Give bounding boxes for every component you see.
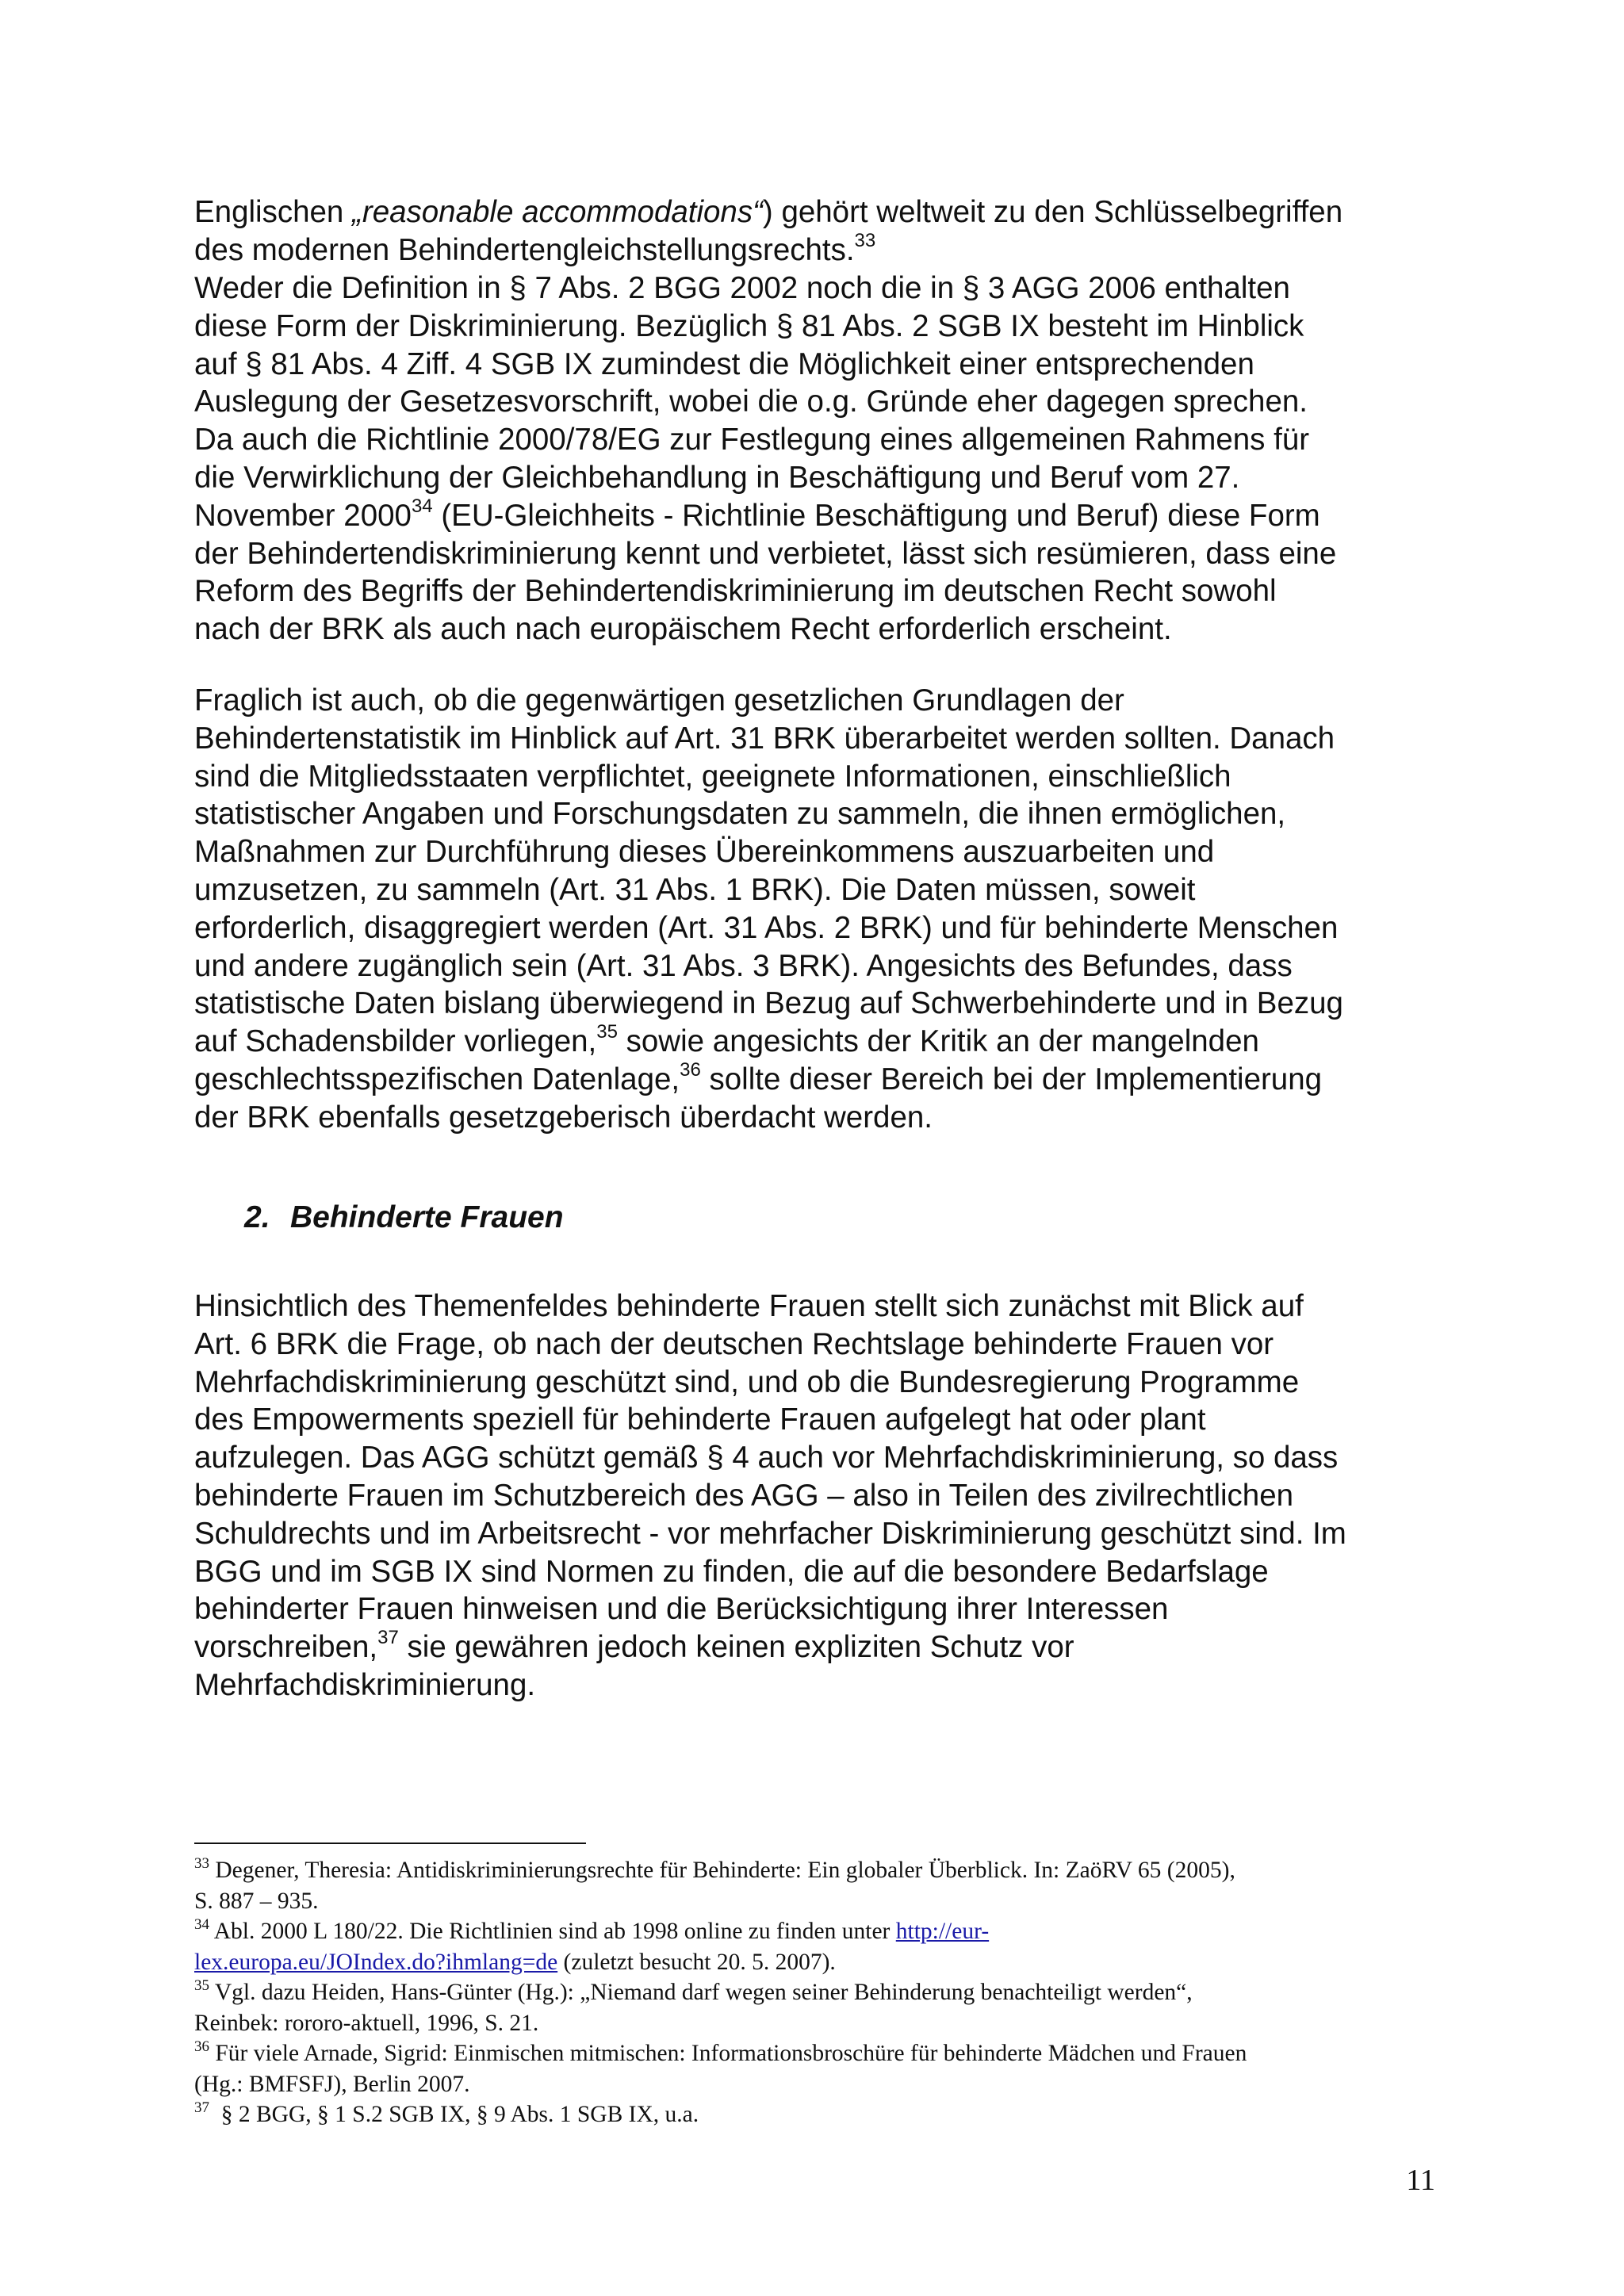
footnote-34-cont: lex.europa.eu/JOIndex.do?ihmlang=de (zuletzt besucht 20. 5. 2007). (194, 1949, 836, 1975)
footnote-35: $^{35}$ Vgl. dazu Heiden, Hans-Günter (Hg.): „Niemand darf wegen seiner Behinderung benachteiligt werden“, (194, 1977, 1193, 2005)
paragraph-1 (194, 193, 1447, 270)
section-title: Behinderte Frauen (290, 1200, 564, 1234)
paragraph-4-line: aufzulegen. Das AGG schützt gemäß § 4 auch vor Mehrfachdiskriminierung, so dass (194, 1441, 1339, 1475)
paragraph-4-line: Hinsichtlich des Themenfeldes behinderte Frauen stellt sich zunächst mit Blick auf (194, 1289, 1304, 1323)
paragraph-3-line: Behindertenstatistik im Hinblick auf Art. 31 BRK überarbeitet werden sollten. Danach (194, 721, 1335, 756)
paragraph-4-line: Schuldrechts und im Arbeitsrecht - vor mehrfacher Diskriminierung geschützt sind. Im (194, 1516, 1346, 1551)
paragraph-4 (194, 1288, 1447, 1705)
paragraph-3-line: umzusetzen, zu sammeln (Art. 31 Abs. 1 BRK). Die Daten müssen, soweit (194, 872, 1196, 907)
paragraph-2-line: der Behindertendiskriminierung kennt und verbietet, lässt sich resümieren, dass eine (194, 536, 1337, 571)
paragraph-4-line: Mehrfachdiskriminierung geschützt sind, und ob die Bundesregierung Programme (194, 1364, 1300, 1399)
reasonable-accommodations-term: „reasonable accommodations“ (352, 195, 763, 229)
section-heading (244, 1200, 564, 1235)
paragraph-4-line: BGG und im SGB IX sind Normen zu finden, die auf die besondere Bedarfslage (194, 1554, 1269, 1589)
footnote-37: $^{37}$ § 2 BGG, § 1 S.2 SGB IX, § 9 Abs. 1 SGB IX, u.a. (194, 2099, 699, 2127)
paragraph-2-line: Auslegung der Gesetzesvorschrift, wobei die o.g. Gründe eher dagegen sprechen. (194, 385, 1308, 419)
paragraph-3-line: statistische Daten bislang überwiegend in Bezug auf Schwerbehinderte und in Bezug (194, 986, 1343, 1021)
footnote-33: $^{33}$ Degener, Theresia: Antidiskriminierungsrechte für Behinderte: Ein globaler Überblick. In: ZaöRV 65 (2005), (194, 1855, 1235, 1883)
paragraph-2-line: nach der BRK als auch nach europäischem Recht erforderlich erscheint. (194, 612, 1172, 647)
footnote-separator (194, 1843, 586, 1844)
paragraph-3-line: der BRK ebenfalls gesetzgeberisch überdacht werden. (194, 1100, 933, 1135)
footnote-ref-37[interactable]: 37 (377, 1627, 399, 1649)
footnote-36-cont: (Hg.: BMFSFJ), Berlin 2007. (194, 2071, 470, 2097)
paragraph-3-line: Fraglich ist auch, ob die gegenwärtigen gesetzlichen Grundlagen der (194, 683, 1124, 718)
paragraph-2 (194, 270, 1447, 649)
paragraph-4-line: behinderter Frauen hinweisen und die Berücksichtigung ihrer Interessen (194, 1592, 1169, 1627)
section-number: 2. (244, 1200, 270, 1234)
footnote-34: $^{34}$ Abl. 2000 L 180/22. Die Richtlinien sind ab 1998 online zu finden unter http://eur- (194, 1916, 990, 1944)
paragraph-3-line: und andere zugänglich sein (Art. 31 Abs. 3 BRK). Angesichts des Befundes, dass (194, 948, 1293, 983)
paragraph-2-line: die Verwirklichung der Gleichbehandlung in Beschäftigung und Beruf vom 27. (194, 460, 1240, 495)
paragraph-2-line: diese Form der Diskriminierung. Bezüglich § 81 Abs. 2 SGB IX besteht im Hinblick (194, 308, 1304, 343)
paragraph-2-line: Da auch die Richtlinie 2000/78/EG zur Festlegung eines allgemeinen Rahmens für (194, 423, 1310, 457)
footnotes (194, 1855, 1447, 2130)
paragraph-2-line: November 2000$^{34}$ (EU-Gleichheits - Richtlinie Beschäftigung und Beruf) diese Form (194, 495, 1320, 533)
footnote-33-cont: S. 887 – 935. (194, 1888, 319, 1914)
paragraph-3-line: erforderlich, disaggregiert werden (Art. 31 Abs. 2 BRK) und für behinderte Menschen (194, 910, 1339, 945)
paragraph-3-line: auf Schadensbilder vorliegen,$^{35}$ sowie angesichts der Kritik an der mangelnden (194, 1021, 1259, 1059)
footnote-ref-34[interactable]: 34 (411, 495, 433, 517)
paragraph-2-line: Reform des Begriffs der Behindertendiskriminierung im deutschen Recht sowohl (194, 574, 1277, 609)
footnote-35-cont: Reinbek: rororo-aktuell, 1996, S. 21. (194, 2010, 539, 2036)
paragraph-3-line: sind die Mitgliedsstaaten verpflichtet, geeignete Informationen, einschließlich (194, 759, 1231, 794)
paragraph-3-line: Maßnahmen zur Durchführung dieses Übereinkommens auszuarbeiten und (194, 835, 1215, 870)
paragraph-4-line: Art. 6 BRK die Frage, ob nach der deutschen Rechtslage behinderte Frauen vor (194, 1326, 1274, 1361)
paragraph-3 (194, 682, 1447, 1137)
eur-lex-link[interactable]: http://eur- (895, 1919, 990, 1944)
paragraph-4-line: vorschreiben,$^{37}$ sie gewähren jedoch keinen expliziten Schutz vor (194, 1627, 1074, 1665)
paragraph-4-line: behinderte Frauen im Schutzbereich des AGG – also in Teilen des zivilrechtlichen (194, 1478, 1294, 1513)
page-number: 11 (1406, 2164, 1435, 2197)
paragraph-3-line: geschlechtsspezifischen Datenlage,$^{36}$ sollte dieser Bereich bei der Implementierung (194, 1058, 1323, 1096)
footnote-ref-33[interactable]: 33 (854, 229, 876, 251)
footnote-ref-35[interactable]: 35 (596, 1021, 618, 1043)
paragraph-2-line: auf § 81 Abs. 4 Ziff. 4 SGB IX zumindest die Möglichkeit einer entsprechenden (194, 346, 1254, 381)
footnote-ref-36[interactable]: 36 (680, 1058, 701, 1081)
paragraph-4-line: Mehrfachdiskriminierung. (194, 1667, 536, 1702)
paragraph-3-line: statistischer Angaben und Forschungsdaten zu sammeln, die ihnen ermöglichen, (194, 797, 1286, 832)
paragraph-1-line: des modernen Behindertengleichstellungsrechts.$^{33}$ (194, 229, 876, 267)
eur-lex-link-cont[interactable]: lex.europa.eu/JOIndex.do?ihmlang=de (194, 1949, 558, 1975)
paragraph-2-line: Weder die Definition in § 7 Abs. 2 BGG 2002 noch die in § 3 AGG 2006 enthalten (194, 271, 1290, 305)
paragraph-1-line: Englischen „reasonable accommodations“) gehört weltweit zu den Schlüsselbegriffen (194, 195, 1343, 229)
footnote-36: $^{36}$ Für viele Arnade, Sigrid: Einmischen mitmischen: Informationsbroschüre für behinderte Mädchen und Frauen (194, 2038, 1247, 2066)
paragraph-4-line: des Empowerments speziell für behinderte Frauen aufgelegt hat oder plant (194, 1402, 1206, 1437)
